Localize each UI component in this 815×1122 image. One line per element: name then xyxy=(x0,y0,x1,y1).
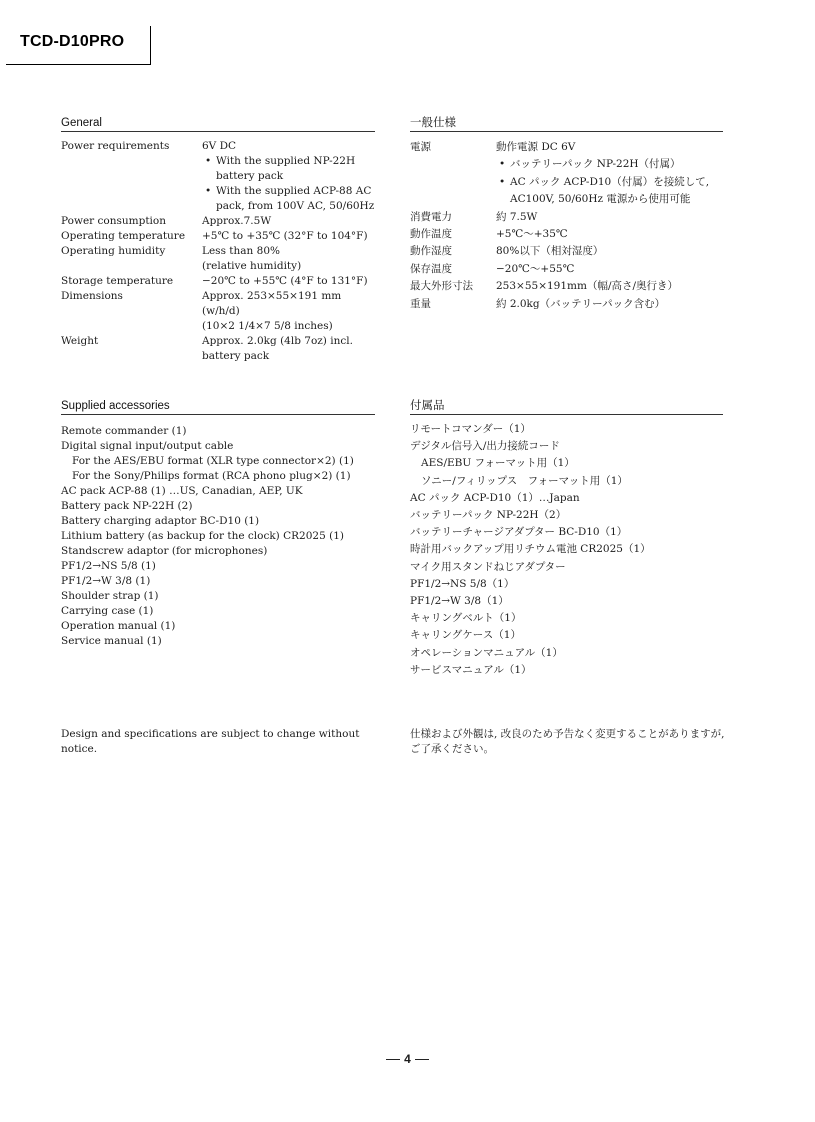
bullet-icon: • xyxy=(499,175,506,188)
spec-bullet-text: pack, from 100V AC, 50/60Hz xyxy=(216,200,375,212)
general-jp-spec-table xyxy=(410,139,723,319)
accessory-item: Digital signal input/output cable xyxy=(61,440,234,452)
spec-bullet-text: With the supplied NP-22H xyxy=(216,155,356,167)
accessory-item: PF1/2→W 3/8（1） xyxy=(410,595,509,608)
spec-value xyxy=(202,229,368,244)
spec-bullet-text: AC パック ACP-D10（付属）を接続して, xyxy=(510,175,710,188)
page-number-value: 4 xyxy=(404,1052,411,1066)
spec-value-line: −20℃〜+55℃ xyxy=(496,262,575,275)
spec-value-line: Approx. 2.0kg (4lb 7oz) incl. xyxy=(202,335,353,347)
accessory-item: PF1/2→NS 5/8 (1) xyxy=(61,560,156,572)
spec-bullet-line xyxy=(496,156,709,173)
spec-bullet-text: AC100V, 50/60Hz 電源から使用可能 xyxy=(510,193,691,206)
accessory-item: オペレーションマニュアル（1） xyxy=(410,646,563,659)
accessory-item: PF1/2→NS 5/8（1） xyxy=(410,577,515,590)
spec-bullet-text: バッテリーパック NP-22H（付属） xyxy=(510,158,681,171)
page-number-dash-left xyxy=(386,1059,400,1060)
notice-en-line-2: notice. xyxy=(61,743,98,755)
page-number xyxy=(0,1052,815,1066)
spec-label: Weight xyxy=(61,335,99,347)
spec-label: 最大外形寸法 xyxy=(410,280,473,293)
accessories-jp-section-title: 付属品 xyxy=(410,399,723,415)
spec-value xyxy=(496,243,603,260)
spec-value xyxy=(496,226,568,243)
spec-bullet-text: battery pack xyxy=(216,170,284,182)
model-name: TCD-D10PRO xyxy=(20,33,125,50)
notice-en xyxy=(61,727,375,757)
bullet-icon: • xyxy=(205,185,212,197)
accessory-item: Battery pack NP-22H (2) xyxy=(61,500,193,512)
spec-label: Operating humidity xyxy=(61,245,166,257)
spec-value-line: 約 7.5W xyxy=(496,210,538,223)
accessory-item: リモートコマンダー（1） xyxy=(410,423,531,435)
spec-value xyxy=(496,278,678,295)
spec-bullet-line xyxy=(496,174,709,191)
spec-bullet-line xyxy=(202,199,374,214)
bullet-icon: • xyxy=(499,158,506,171)
spec-label: 保存温度 xyxy=(410,262,452,275)
accessory-item: AC パック ACP-D10（1）…Japan xyxy=(410,491,580,504)
notice-jp xyxy=(410,727,723,757)
spec-bullet-line xyxy=(202,184,374,199)
bullet-icon: • xyxy=(205,155,212,167)
general-section-title: General xyxy=(61,116,375,132)
accessory-item: For the AES/EBU format (XLR type connector×2) (1) xyxy=(72,455,354,467)
spec-label: 消費電力 xyxy=(410,210,452,223)
spec-value-line: +5℃ to +35℃ (32°F to 104°F) xyxy=(202,230,368,242)
accessory-item: For the Sony/Philips format (RCA phono plug×2) (1) xyxy=(72,470,351,482)
spec-value-line: Less than 80% xyxy=(202,245,280,257)
spec-value xyxy=(496,296,665,313)
spec-value-line: (10×2 1/4×7 5/8 inches) xyxy=(202,320,333,332)
spec-value-line: (relative humidity) xyxy=(202,260,302,272)
spec-value xyxy=(202,139,374,214)
spec-value xyxy=(202,214,271,229)
spec-value-line: battery pack xyxy=(202,350,270,362)
spec-label: 動作温度 xyxy=(410,228,452,240)
accessories-jp-list xyxy=(410,421,723,679)
spec-label: Power consumption xyxy=(61,215,166,227)
accessory-item: キャリングベルト（1） xyxy=(410,612,522,625)
spec-value-line: Approx.7.5W xyxy=(202,215,272,227)
spec-label: Storage temperature xyxy=(61,275,174,287)
general-spec-table xyxy=(61,139,375,369)
notice-en-line-1: Design and specifications are subject to change without xyxy=(61,728,360,740)
accessory-item: ソニー/フィリップス フォーマット用（1） xyxy=(421,474,628,487)
spec-label: 電源 xyxy=(410,141,431,153)
accessory-item: AES/EBU フォーマット用（1） xyxy=(421,457,575,470)
general-jp-section-title: 一般仕様 xyxy=(410,116,723,132)
accessory-item: AC pack ACP-88 (1) …US, Canadian, AEP, UK xyxy=(61,485,303,497)
notice-jp-line-2: ご了承ください。 xyxy=(410,743,494,755)
accessory-item: 時計用バックアップ用リチウム電池 CR2025（1） xyxy=(410,543,651,556)
spec-value-line: 約 2.0kg（バッテリーパック含む） xyxy=(496,297,666,310)
accessory-item: サービスマニュアル（1） xyxy=(410,663,532,676)
accessory-item: バッテリーチャージアダプター BC-D10（1） xyxy=(410,526,628,539)
accessory-item: マイク用スタンドねじアダプター xyxy=(410,560,566,573)
spec-value-line: 動作電源 DC 6V xyxy=(496,141,576,153)
accessory-item: Shoulder strap (1) xyxy=(61,590,159,602)
notice-jp-line-1: 仕様および外観は, 改良のため予告なく変更することがありますが, xyxy=(410,728,725,740)
spec-value-line: Approx. 253×55×191 mm xyxy=(202,290,342,302)
spec-label: Power requirements xyxy=(61,140,170,152)
spec-value xyxy=(202,274,368,289)
spec-value xyxy=(202,289,341,334)
spec-value xyxy=(496,261,574,278)
accessory-item: Service manual (1) xyxy=(61,635,162,647)
spec-label: 動作湿度 xyxy=(410,245,452,258)
spec-value xyxy=(496,209,537,226)
accessory-item: Remote commander (1) xyxy=(61,425,187,437)
accessory-item: Operation manual (1) xyxy=(61,620,176,632)
accessory-item: デジタル信号入/出力接続コード xyxy=(410,440,560,453)
page-number-dash-right xyxy=(415,1059,429,1060)
accessory-item: バッテリーパック NP-22H（2） xyxy=(410,509,567,522)
accessory-item: Lithium battery (as backup for the clock) CR2025 (1) xyxy=(61,530,344,542)
accessory-item: Carrying case (1) xyxy=(61,605,154,617)
spec-value-line: −20℃ to +55℃ (4°F to 131°F) xyxy=(202,275,368,287)
accessories-list xyxy=(61,424,375,649)
spec-label: 重量 xyxy=(410,297,431,310)
spec-label: Dimensions xyxy=(61,290,123,302)
spec-value-line: 253×55×191mm（幅/高さ/奥行き） xyxy=(496,280,679,293)
spec-bullet-line xyxy=(202,169,374,184)
spec-label: Operating temperature xyxy=(61,230,186,242)
spec-bullet-line xyxy=(202,154,374,169)
accessory-item: キャリングケース（1） xyxy=(410,629,521,642)
accessory-item: Standscrew adaptor (for microphones) xyxy=(61,545,268,557)
accessory-item: Battery charging adaptor BC-D10 (1) xyxy=(61,515,260,527)
spec-value-line: 6V DC xyxy=(202,140,237,152)
header-divider-horizontal xyxy=(6,64,151,65)
spec-bullet-text: With the supplied ACP-88 AC xyxy=(216,185,372,197)
accessories-section-title: Supplied accessories xyxy=(61,399,375,415)
spec-value-line: (w/h/d) xyxy=(202,305,240,317)
accessory-item: PF1/2→W 3/8 (1) xyxy=(61,575,151,587)
header-divider-vertical xyxy=(150,26,151,64)
spec-value xyxy=(496,139,709,209)
spec-value xyxy=(202,334,353,364)
spec-value-line: +5℃〜+35℃ xyxy=(496,228,568,240)
spec-value-line: 80%以下（相対湿度） xyxy=(496,245,604,258)
spec-value xyxy=(202,244,301,274)
spec-bullet-line xyxy=(496,191,709,208)
